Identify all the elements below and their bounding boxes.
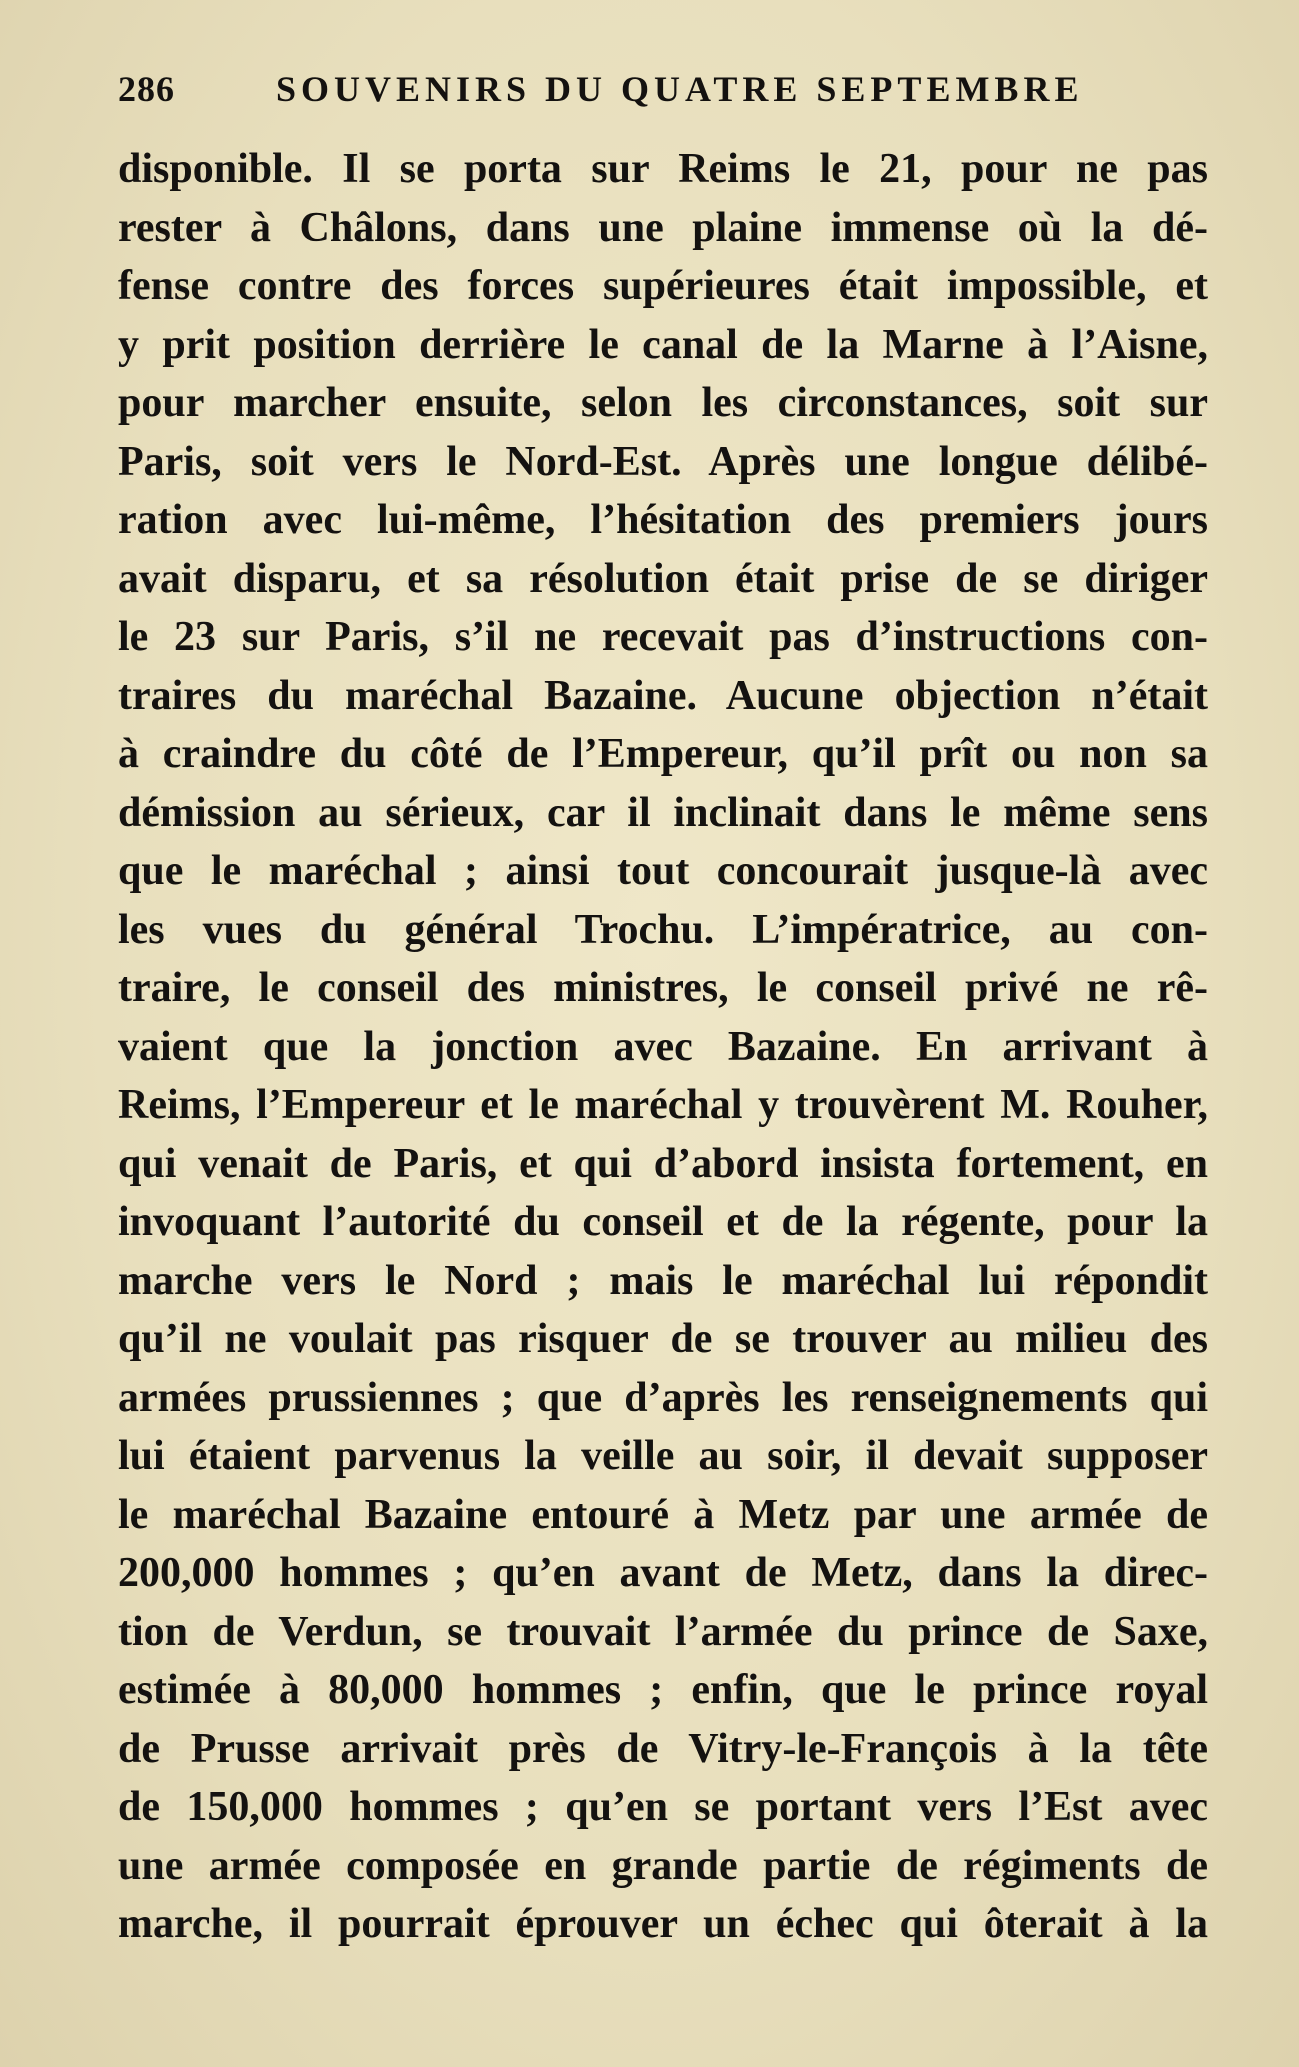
page-number: 286	[118, 69, 175, 109]
text-line: pour marcher ensuite, selon les circonstances, soit sur	[118, 380, 1208, 426]
text-line: estimée à 80,000 hommes ; enfin, que le prince royal	[118, 1667, 1208, 1713]
text-line: tion de Verdun, se trouvait l’armée du prince de Saxe,	[118, 1608, 1208, 1655]
text-line: Reims, l’Empereur et le maréchal y trouvèrent M. Rouher,	[118, 1082, 1208, 1128]
text-line: ration avec lui-même, l’hésitation des premiers jours	[118, 497, 1208, 543]
text-line: le maréchal Bazaine entouré à Metz par une armée de	[118, 1491, 1208, 1538]
text-line: traires du maréchal Bazaine. Aucune objection n’était	[118, 672, 1208, 719]
text-line: une armée composée en grande partie de régiments de	[118, 1842, 1208, 1889]
text-line: Paris, soit vers le Nord-Est. Après une longue délibé-	[118, 438, 1208, 485]
text-line: marche, il pourrait éprouver un échec qui ôterait à la	[118, 1901, 1208, 1947]
running-head: SOUVENIRS DU QUATRE SEPTEMBRE	[276, 69, 1084, 109]
text-line: traire, le conseil des ministres, le conseil privé ne rê-	[118, 965, 1208, 1011]
text-line: vaient que la jonction avec Bazaine. En arrivant à	[118, 1023, 1208, 1070]
text-line: rester à Châlons, dans une plaine immense où la dé-	[118, 204, 1208, 251]
text-line: armées prussiennes ; que d’après les renseignements qui	[118, 1374, 1208, 1421]
text-line: 200,000 hommes ; qu’en avant de Metz, dans la direc-	[118, 1550, 1208, 1596]
text-line: avait disparu, et sa résolution était prise de se diriger	[118, 555, 1208, 602]
text-line: qui venait de Paris, et qui d’abord insista fortement, en	[118, 1140, 1208, 1187]
text-line: marche vers le Nord ; mais le maréchal lui répondit	[118, 1257, 1208, 1304]
text-line: fense contre des forces supérieures était impossible, et	[118, 263, 1208, 309]
text-line: disponible. Il se porta sur Reims le 21, pour ne pas	[118, 146, 1208, 192]
text-line: y prit position derrière le canal de la Marne à l’Aisne,	[118, 321, 1208, 368]
text-line: démission au sérieux, car il inclinait dans le même sens	[118, 789, 1208, 836]
text-line: lui étaient parvenus la veille au soir, il devait supposer	[118, 1433, 1208, 1479]
text-line: que le maréchal ; ainsi tout concourait jusque-là avec	[118, 848, 1208, 894]
page-header	[118, 68, 1208, 128]
text-line: à craindre du côté de l’Empereur, qu’il prît ou non sa	[118, 731, 1208, 777]
text-line: de Prusse arrivait près de Vitry-le-François à la tête	[118, 1725, 1208, 1772]
text-line: les vues du général Trochu. L’impératrice, au con-	[118, 906, 1208, 953]
text-line: qu’il ne voulait pas risquer de se trouver au milieu des	[118, 1316, 1208, 1362]
text-line: invoquant l’autorité du conseil et de la régente, pour la	[118, 1199, 1208, 1245]
text-line: le 23 sur Paris, s’il ne recevait pas d’instructions con-	[118, 614, 1208, 660]
body-text	[118, 140, 1208, 1954]
text-line: de 150,000 hommes ; qu’en se portant vers l’Est avec	[118, 1784, 1208, 1830]
